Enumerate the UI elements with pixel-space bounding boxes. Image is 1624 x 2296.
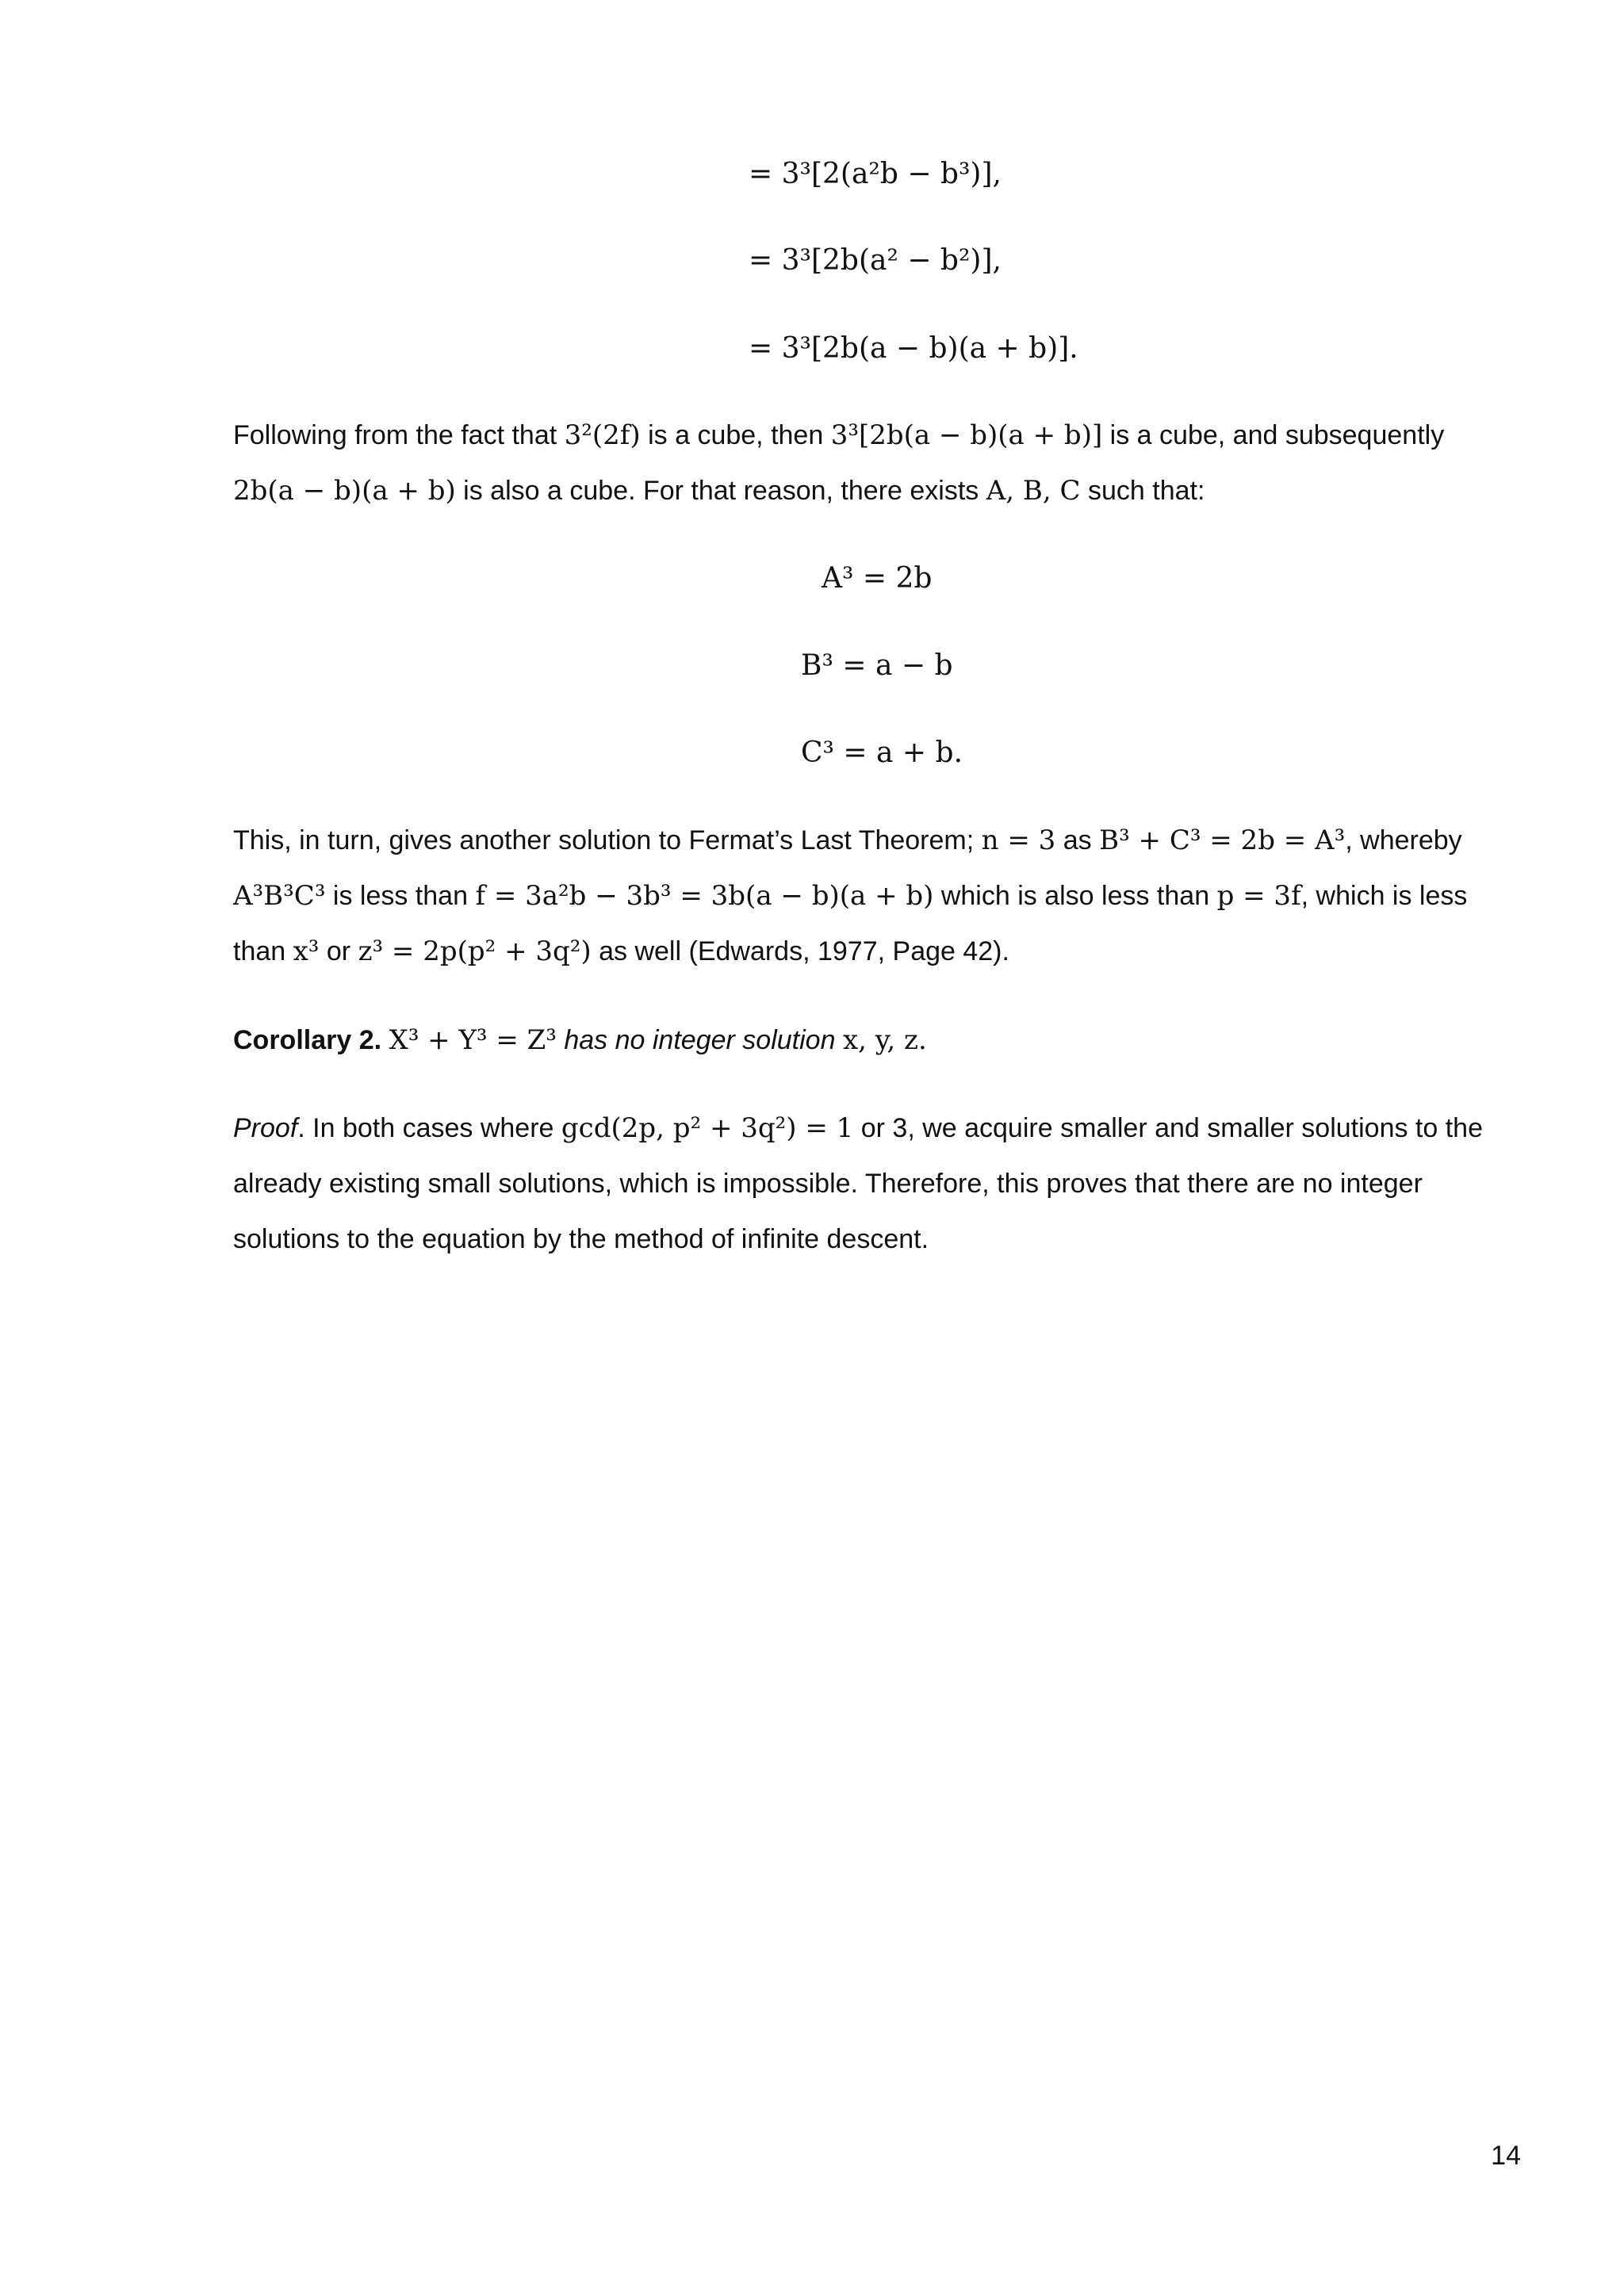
equation-a-cubed: A³ = 2b [822, 562, 933, 595]
corollary-label: Corollary 2. [233, 1025, 382, 1055]
math-run: p = 3f [1216, 880, 1301, 912]
math-run: 2b(a − b)(a + b) [233, 475, 456, 507]
page-number: 14 [1491, 2141, 1521, 2171]
equation-line-1: = 3³[2(a²b − b³)], [749, 158, 1002, 190]
equation-c-cubed: C³ = a + b. [801, 737, 963, 769]
math-run: A, B, C [986, 475, 1081, 507]
text-run: such that: [1080, 476, 1205, 506]
text-run: has no integer solution [556, 1025, 843, 1055]
math-run: n = 3 [981, 825, 1056, 856]
proof-line-2: already existing small solutions, which is impossible. Therefore, this proves that there are no integer [233, 1169, 1423, 1199]
math-run: A³B³C³ [233, 880, 326, 912]
corollary-2 [233, 1024, 927, 1056]
math-run: gcd(2p, p² + 3q²) = 1 [561, 1112, 854, 1144]
math-run: f = 3a²b − 3b³ = 3b(a − b)(a + b) [475, 880, 934, 912]
text-run: which is also less than [933, 881, 1217, 911]
text-run: . In both cases where [297, 1113, 561, 1143]
math-run: B³ + C³ = 2b = A³ [1099, 825, 1346, 856]
text-run: is also a cube. For that reason, there exists [455, 476, 986, 506]
math-run: X³ + Y³ = Z³ [389, 1024, 557, 1056]
text-run: , whereby [1345, 825, 1462, 855]
paragraph-2-line-2 [233, 880, 1468, 912]
text-run: or 3, we acquire smaller and smaller solutions to the [853, 1113, 1483, 1143]
paragraph-1-line-1 [233, 419, 1445, 451]
proof-label: Proof [233, 1113, 298, 1143]
text-run: Following from the fact that [233, 420, 565, 450]
math-run: x³ [293, 936, 320, 967]
text-run: This, in turn, gives another solution to Fermat’s Last Theorem; [233, 825, 982, 855]
text-run: is a cube, and subsequently [1102, 420, 1445, 450]
proof-line-3: solutions to the equation by the method of infinite descent. [233, 1224, 929, 1254]
text-run: is a cube, then [640, 420, 831, 450]
text-run: as [1055, 825, 1100, 855]
math-run: x, y, z. [842, 1024, 927, 1056]
text-run: , which is less [1300, 881, 1468, 911]
equation-line-2: = 3³[2b(a² − b²)], [749, 244, 1002, 277]
text-run: than [233, 936, 293, 966]
text-run: as well (Edwards, 1977, Page 42). [591, 936, 1009, 966]
paragraph-2-line-1 [233, 827, 1462, 854]
paragraph-2-line-3 [233, 938, 1009, 965]
equation-b-cubed: B³ = a − b [801, 649, 953, 682]
proof-line-1 [233, 1112, 1483, 1144]
paragraph-1-line-2 [233, 475, 1205, 507]
math-run: 3²(2f) [564, 419, 641, 451]
math-run: 3³[2b(a − b)(a + b)] [830, 419, 1103, 451]
text-run: or [319, 936, 358, 966]
math-run: z³ = 2p(p² + 3q²) [358, 936, 592, 967]
text-run: is less than [325, 881, 476, 911]
equation-line-3: = 3³[2b(a − b)(a + b)]. [749, 332, 1078, 365]
